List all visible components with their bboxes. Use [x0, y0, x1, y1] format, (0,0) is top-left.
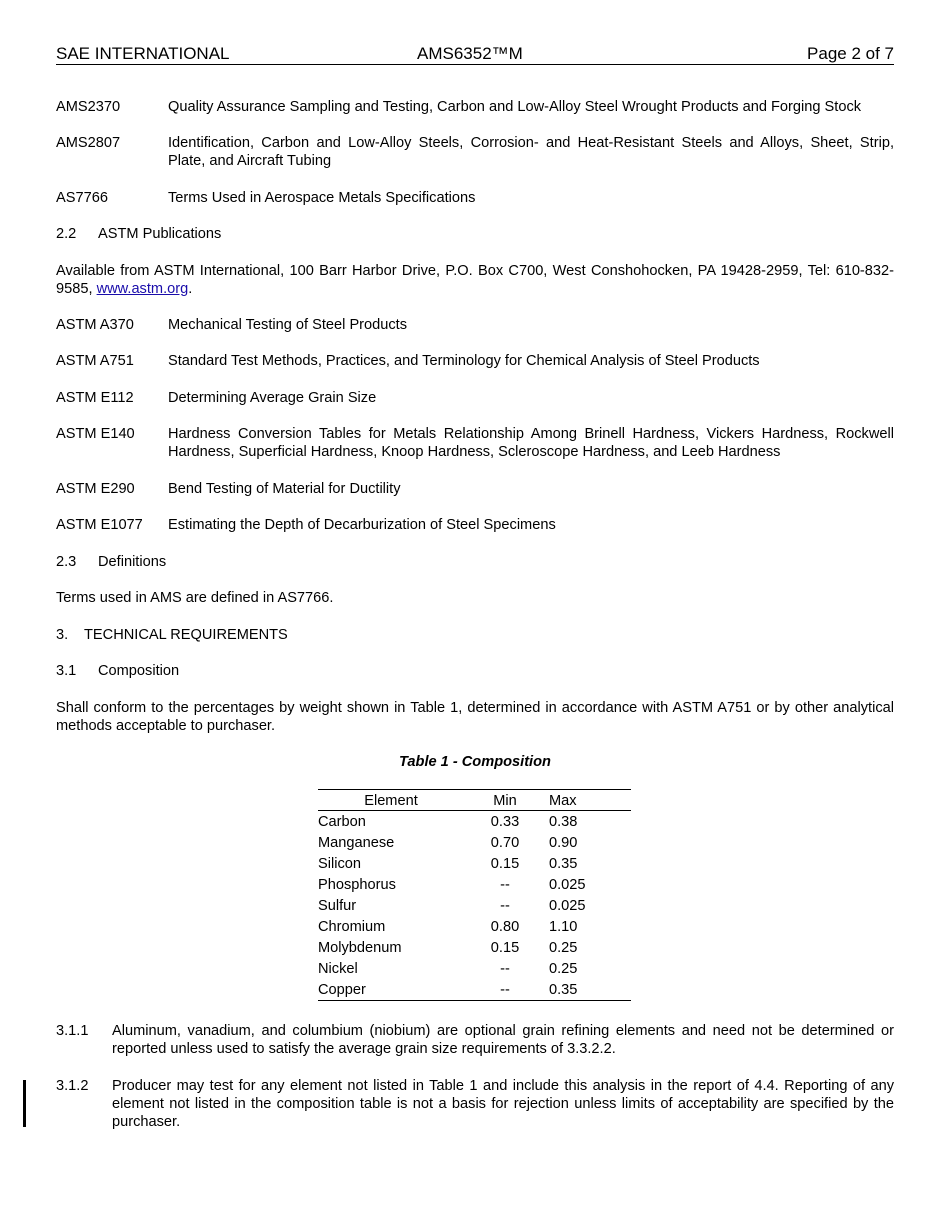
section-title: TECHNICAL REQUIREMENTS [84, 627, 288, 643]
reference-code: AMS2370 [56, 99, 121, 115]
max-cell: 0.025 [549, 897, 586, 914]
reference-code: ASTM E140 [56, 426, 135, 442]
table-row [318, 937, 631, 958]
reference-title: Determining Average Grain Size [168, 390, 377, 406]
header-page-number: Page 2 of 7 [807, 44, 894, 63]
min-cell: -- [500, 876, 510, 893]
min-cell: 0.70 [490, 834, 520, 851]
subsection-number: 3.1.2 [56, 1078, 89, 1094]
min-cell: -- [500, 981, 510, 998]
max-cell: 0.35 [549, 981, 578, 998]
min-cell: 0.15 [490, 855, 520, 872]
subsection-text: Aluminum, vanadium, and columbium (niobium) are optional grain refining elements and need not be determined or reported unless used to satisfy the average grain size requirements of 3.3.2.2. [112, 1023, 894, 1057]
table-caption: Table 1 - Composition [399, 754, 551, 770]
max-cell: 0.38 [549, 813, 578, 830]
max-cell: 0.25 [549, 960, 578, 977]
min-cell: 0.33 [490, 813, 520, 830]
reference-title: Standard Test Methods, Practices, and Terminology for Chemical Analysis of Steel Products [168, 353, 760, 369]
reference-title: Quality Assurance Sampling and Testing, Carbon and Low-Alloy Steel Wrought Products and Forging Stock [168, 99, 862, 115]
table-row [318, 853, 631, 874]
section-title: ASTM Publications [98, 226, 222, 242]
element-cell: Carbon [318, 813, 366, 830]
astm-availability-text: Available from ASTM International, 100 Barr Harbor Drive, P.O. Box C700, West Conshohocken, PA 19428-2959, Tel: 610-832-9585, [56, 263, 894, 297]
max-cell: 0.025 [549, 876, 586, 893]
table-header-row [318, 790, 631, 811]
reference-title: Hardness Conversion Tables for Metals Relationship Among Brinell Hardness, Vickers Hardness, Rockwell Hardness, Superficial Hardness, Knoop Hardness, Scleroscope Hardness, and Leeb Hardness [168, 426, 894, 460]
reference-code: AMS2807 [56, 135, 121, 151]
reference-title: Bend Testing of Material for Ductility [168, 481, 401, 497]
section-number: 3. [56, 627, 69, 643]
composition-paragraph: Shall conform to the percentages by weight shown in Table 1, determined in accordance with ASTM A751 or by other analytical methods acceptable to purchaser. [56, 700, 894, 734]
reference-title: Estimating the Depth of Decarburization of Steel Specimens [168, 517, 556, 533]
min-cell: 0.80 [490, 918, 520, 935]
table-row [318, 874, 631, 895]
page-header [56, 44, 894, 65]
reference-code: ASTM E112 [56, 390, 134, 406]
column-header-element: Element [318, 790, 464, 811]
table-row [318, 916, 631, 937]
reference-title: Identification, Carbon and Low-Alloy Steels, Corrosion- and Heat-Resistant Steels and Alloys, Sheet, Strip, Plate, and Aircraft Tubing [168, 135, 894, 169]
element-cell: Molybdenum [318, 939, 402, 956]
astm-availability-end: . [188, 281, 193, 297]
column-header-max: Max [546, 790, 631, 811]
reference-title: Mechanical Testing of Steel Products [168, 317, 408, 333]
header-doc-number: AMS6352™M [417, 44, 523, 63]
element-cell: Silicon [318, 855, 361, 872]
max-cell: 0.25 [549, 939, 578, 956]
max-cell: 1.10 [549, 918, 578, 935]
section-title: Composition [98, 663, 180, 679]
min-cell: 0.15 [490, 939, 520, 956]
column-header-min: Min [464, 790, 546, 811]
section-number: 2.3 [56, 554, 77, 570]
table-row [318, 958, 631, 979]
table-row [318, 979, 631, 1001]
composition-table [318, 789, 631, 1001]
table-row [318, 811, 631, 833]
element-cell: Nickel [318, 960, 358, 977]
reference-code: ASTM A370 [56, 317, 134, 333]
astm-availability-paragraph [56, 262, 894, 298]
element-cell: Chromium [318, 918, 386, 935]
reference-code: ASTM E290 [56, 481, 135, 497]
table-row [318, 895, 631, 916]
reference-code: ASTM A751 [56, 353, 134, 369]
subsection-number: 3.1.1 [56, 1023, 89, 1039]
element-cell: Phosphorus [318, 876, 396, 893]
table-row [318, 832, 631, 853]
revision-change-bar [23, 1080, 26, 1127]
subsection-text: Producer may test for any element not listed in Table 1 and include this analysis in the report of 4.4. Reporting of any element not listed in the composition table is not a basis for rejection unless limits of acceptability are specified by the purchaser. [112, 1078, 894, 1130]
reference-code: AS7766 [56, 190, 108, 206]
element-cell: Sulfur [318, 897, 357, 914]
max-cell: 0.35 [549, 855, 578, 872]
astm-website-link[interactable]: www.astm.org [96, 281, 189, 297]
reference-code: ASTM E1077 [56, 517, 143, 533]
section-title: Definitions [98, 554, 167, 570]
definitions-paragraph: Terms used in AMS are defined in AS7766. [56, 590, 334, 606]
section-number: 3.1 [56, 663, 77, 679]
reference-title: Terms Used in Aerospace Metals Specifications [168, 190, 476, 206]
header-org: SAE INTERNATIONAL [56, 44, 230, 63]
min-cell: -- [500, 960, 510, 977]
element-cell: Manganese [318, 834, 395, 851]
max-cell: 0.90 [549, 834, 578, 851]
min-cell: -- [500, 897, 510, 914]
element-cell: Copper [318, 981, 366, 998]
section-number: 2.2 [56, 226, 77, 242]
